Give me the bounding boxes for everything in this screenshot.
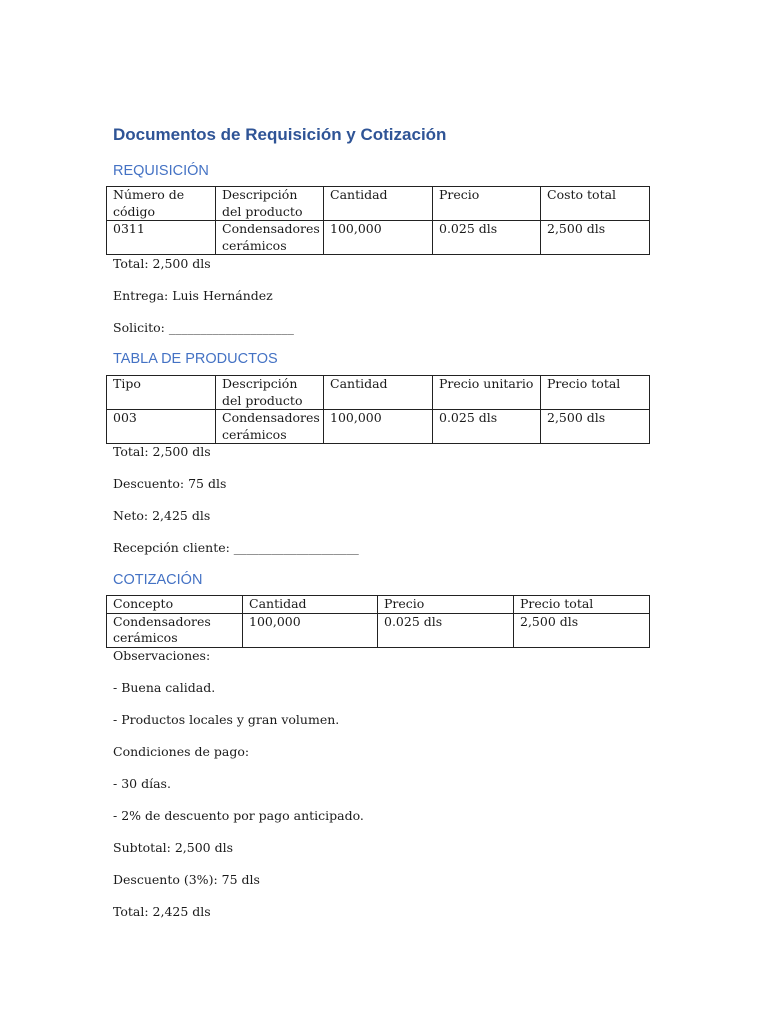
table-header-row <box>107 596 650 614</box>
table-header-row <box>107 187 650 221</box>
table-cell: 100,000 <box>243 613 378 647</box>
table-cell: 2,500 dls <box>541 410 650 444</box>
subtotal-line: Subtotal: 2,500 dls <box>113 840 233 855</box>
observacion-item: - Productos locales y gran volumen. <box>113 712 340 727</box>
table-cell: 100,000 <box>324 410 433 444</box>
condiciones-label: Condiciones de pago: <box>113 744 250 759</box>
requisicion-heading: REQUISICIÓN <box>113 163 209 179</box>
cotizacion-descuento-line: Descuento (3%): 75 dls <box>113 872 260 887</box>
table-header-cell: Tipo <box>107 376 216 410</box>
table-cell: Condensadores cerámicos <box>107 613 243 647</box>
entrega-line: Entrega: Luis Hernández <box>113 288 273 303</box>
table-cell: 0.025 dls <box>378 613 514 647</box>
table-cell: 2,500 dls <box>541 221 650 255</box>
requisicion-table <box>106 186 650 255</box>
table-header-cell: Concepto <box>107 596 243 614</box>
table-header-row <box>107 376 650 410</box>
cotizacion-heading: COTIZACIÓN <box>113 572 203 588</box>
table-cell: 0.025 dls <box>433 410 541 444</box>
table-header-cell: Descripción del producto <box>216 187 324 221</box>
table-row <box>107 221 650 255</box>
table-header-cell: Precio unitario <box>433 376 541 410</box>
condicion-item: - 30 días. <box>113 776 171 791</box>
table-cell: 0311 <box>107 221 216 255</box>
observacion-item: - Buena calidad. <box>113 680 216 695</box>
document-title: Documentos de Requisición y Cotización <box>113 125 447 144</box>
table-header-cell: Cantidad <box>324 187 433 221</box>
productos-heading: TABLA DE PRODUCTOS <box>113 351 278 367</box>
table-cell: Condensadores cerámicos <box>216 410 324 444</box>
productos-table <box>106 375 650 444</box>
solicito-line: Solicito: ____________________ <box>113 320 294 335</box>
recepcion-cliente-line: Recepción cliente: ____________________ <box>113 540 359 555</box>
cotizacion-total-line: Total: 2,425 dls <box>113 904 211 919</box>
table-cell: 2,500 dls <box>514 613 650 647</box>
table-header-cell: Descripción del producto <box>216 376 324 410</box>
table-header-cell: Precio <box>378 596 514 614</box>
table-cell: Condensadores cerámicos <box>216 221 324 255</box>
table-cell: 0.025 dls <box>433 221 541 255</box>
table-header-cell: Precio total <box>541 376 650 410</box>
table-row <box>107 410 650 444</box>
table-cell: 003 <box>107 410 216 444</box>
cotizacion-table <box>106 595 650 648</box>
table-row <box>107 613 650 647</box>
table-header-cell: Cantidad <box>324 376 433 410</box>
condicion-item: - 2% de descuento por pago anticipado. <box>113 808 364 823</box>
productos-total: Total: 2,500 dls <box>113 444 211 459</box>
table-header-cell: Precio total <box>514 596 650 614</box>
observaciones-label: Observaciones: <box>113 648 211 663</box>
requisicion-total: Total: 2,500 dls <box>113 256 211 271</box>
table-header-cell: Número de código <box>107 187 216 221</box>
table-header-cell: Cantidad <box>243 596 378 614</box>
neto-line: Neto: 2,425 dls <box>113 508 211 523</box>
table-header-cell: Costo total <box>541 187 650 221</box>
table-header-cell: Precio <box>433 187 541 221</box>
descuento-line: Descuento: 75 dls <box>113 476 227 491</box>
table-cell: 100,000 <box>324 221 433 255</box>
